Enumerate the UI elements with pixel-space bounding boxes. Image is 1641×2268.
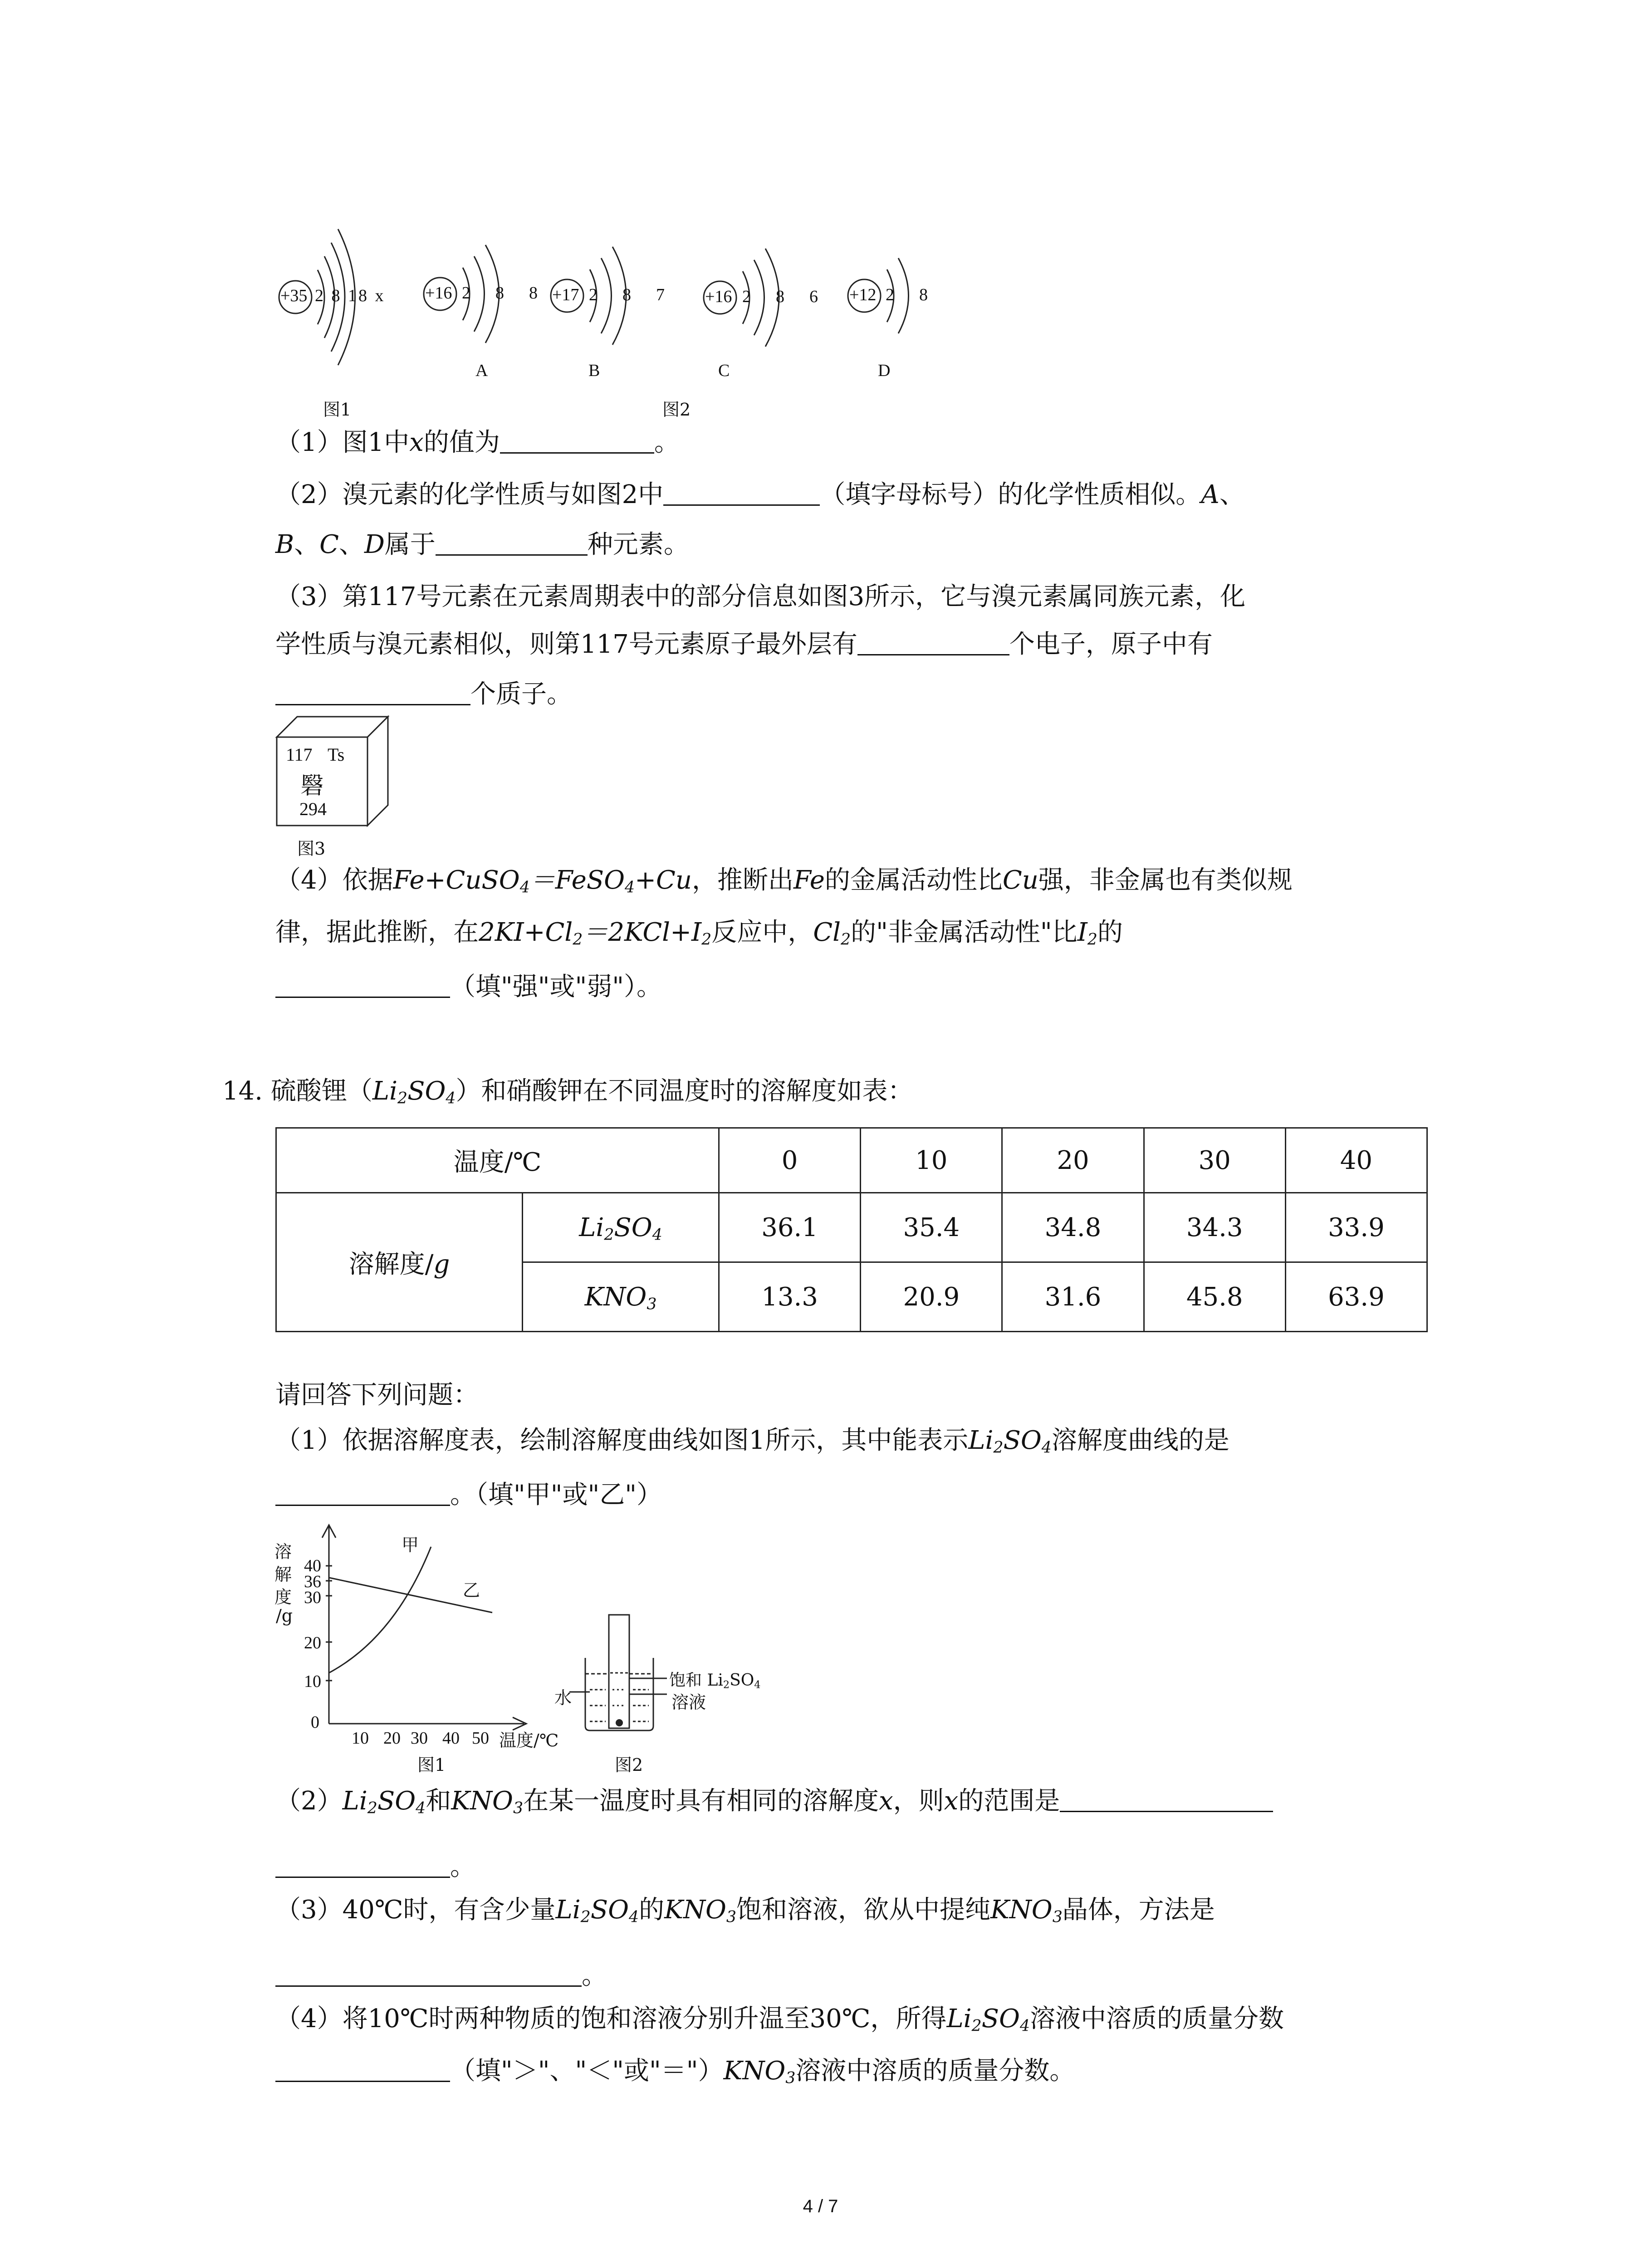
atom-b-nucleus: +17 — [552, 285, 579, 304]
q13-part3-line1: （3）第117号元素在元素周期表中的部分信息如图3所示，它与溴元素属同族元素，化 — [275, 582, 1246, 611]
beaker-saturated-label: 饱和 $Li_2SO_4$ — [669, 1671, 761, 1691]
answer-blank-2[interactable] — [663, 481, 820, 506]
atom-b-shells: 2 8 7 — [589, 285, 670, 304]
solubility-table — [275, 1127, 1428, 1332]
table-cell: 35.4 — [861, 1193, 1002, 1262]
answer-blank-10[interactable] — [275, 1962, 582, 1987]
table-cell: 20.9 — [861, 1262, 1002, 1332]
table-cell: 13.3 — [719, 1262, 861, 1332]
temp-cell: 30 — [1144, 1128, 1285, 1193]
answer-blank-11[interactable] — [275, 2057, 450, 2082]
q14-ask: 请回答下列问题： — [275, 1380, 479, 1410]
ytick-40: 40 — [304, 1556, 321, 1575]
answer-blank-3[interactable] — [436, 531, 588, 556]
beaker-solution-label: 溶液 — [671, 1692, 706, 1712]
page-number: 4 / 7 — [803, 2196, 838, 2216]
q13-part1: （1）图1中x的值为 。 — [275, 428, 680, 457]
answer-blank-1[interactable] — [500, 429, 654, 454]
graph-fig2-caption: 图2 — [615, 1755, 643, 1775]
atom-c-letter: C — [718, 361, 730, 380]
temp-cell: 0 — [719, 1128, 861, 1193]
q14-part3-line1: （3）40℃时，有含少量$Li_2SO_4$的$KNO_3$饱和溶液，欲从中提纯$KNO_3$晶体，方法是 — [275, 1895, 1215, 1926]
atom-a-nucleus: +16 — [425, 284, 452, 303]
beaker-water-label: 水 — [554, 1688, 572, 1708]
xtick-40: 40 — [442, 1729, 460, 1748]
q14-part4-line1: （4）将10℃时两种物质的饱和溶液分别升温至30℃，所得$Li_2SO_4$溶液中溶质的质量分数 — [275, 2004, 1284, 2035]
ytick-0: 0 — [311, 1713, 319, 1732]
table-cell: 63.9 — [1285, 1262, 1427, 1332]
table-cell: 33.9 — [1285, 1193, 1427, 1262]
table-cell: 36.1 — [719, 1193, 861, 1262]
atom-a-shells: 2 8 8 — [462, 284, 543, 303]
q14-part1-line2: 。（填"甲"或"乙"） — [275, 1479, 662, 1511]
table-header-label: 温度/℃ — [276, 1128, 719, 1193]
xtick-20: 20 — [383, 1729, 401, 1748]
graph-xlabel: 温度/℃ — [499, 1730, 559, 1750]
curve-yi-label: 乙 — [463, 1580, 480, 1600]
li2so4-label: $Li_2SO_4$ — [523, 1193, 719, 1262]
element-mass: 294 — [299, 799, 327, 819]
atom-d-shells: 2 8 — [886, 285, 933, 304]
ytick-30: 30 — [304, 1588, 321, 1607]
curve-jia-label: 甲 — [402, 1535, 419, 1555]
ytick-20: 20 — [304, 1633, 321, 1652]
table-cell: 34.3 — [1144, 1193, 1285, 1262]
graph-fig1-caption: 图1 — [417, 1755, 446, 1775]
q14-part2-line1: $(2)Li_2SO_4$和$KNO_3$在某一温度时具有相同的溶解度x，则x的范围是 — [275, 1785, 1273, 1818]
table-row — [276, 1193, 1427, 1262]
table-row — [276, 1128, 1427, 1193]
ytick-10: 10 — [304, 1672, 321, 1691]
table-cell: 45.8 — [1144, 1262, 1285, 1332]
answer-blank-5[interactable] — [275, 680, 470, 705]
answer-blank-8[interactable] — [1060, 1787, 1273, 1812]
xtick-50: 50 — [472, 1729, 489, 1748]
q13-part4-line3: （填"强"或"弱"）。 — [275, 971, 662, 1003]
atom-c-shells: 2 8 6 — [742, 287, 823, 306]
atom-d-nucleus: +12 — [849, 285, 877, 304]
graph-ylabel-4: /g — [276, 1606, 293, 1626]
q13-part4-line1: （4）依据Fe+CuSO$_4$＝FeSO$_4$+Cu，推断出Fe的金属活动性比Cu强，非金属也有类似规 — [275, 865, 1293, 897]
graph-ylabel-3: 度 — [274, 1587, 292, 1607]
element-name: 䃜 — [300, 772, 324, 800]
xtick-10: 10 — [352, 1729, 369, 1748]
q14-part2-line2: 。 — [275, 1851, 475, 1883]
answer-blank-6[interactable] — [275, 973, 450, 998]
atom-a-letter: A — [475, 361, 488, 380]
table-cell: 31.6 — [1002, 1262, 1144, 1332]
answer-blank-7[interactable] — [275, 1481, 450, 1506]
fig1-nucleus: +35 — [280, 286, 308, 305]
temp-cell: 40 — [1285, 1128, 1427, 1193]
graph-ylabel-2: 解 — [274, 1564, 292, 1584]
kno3-label: $KNO_3$ — [523, 1262, 719, 1332]
xtick-30: 30 — [411, 1729, 428, 1748]
q14-part3-line2: 。 — [275, 1960, 607, 1992]
table-cell: 34.8 — [1002, 1193, 1144, 1262]
fig3-caption: 图3 — [297, 839, 326, 859]
q14-part4-line2: （填"＞"、"＜"或"$=")KNO_3$溶液中溶质的质量分数。 — [275, 2055, 1075, 2087]
solubility-label: 溶解度/g — [276, 1193, 523, 1332]
graph-ylabel-1: 溶 — [274, 1542, 292, 1562]
answer-blank-9[interactable] — [275, 1853, 450, 1878]
ytick-36: 36 — [304, 1572, 321, 1591]
element-cube — [274, 714, 392, 832]
atom-d-letter: D — [878, 361, 891, 380]
fig1-caption: 图1 — [323, 400, 352, 420]
atom-b-letter: B — [588, 361, 600, 380]
element-number: 117 — [286, 744, 313, 765]
q13-part2-line2: B、C、D属于 种元素。 — [275, 530, 689, 559]
q13-part3-line3: 个质子。 — [275, 678, 572, 711]
temp-cell: 10 — [861, 1128, 1002, 1193]
q13-part2-line1: （2）溴元素的化学性质与如图2中 （填字母标号）的化学性质相似。A、 — [275, 480, 1245, 509]
fig2-caption: 图2 — [662, 400, 691, 420]
atom-structure-figures — [268, 209, 975, 422]
q14-intro: 14. 硫酸锂$(Li_2SO_4)$和硝酸钾在不同温度时的溶解度如表： — [222, 1076, 913, 1108]
q13-part4-line2: 律，据此推断，在$2KI+Cl_2=2KCl+I_2$反应中，$Cl_2$的"非金属活动性"比$I_2$的 — [275, 918, 1123, 949]
atom-c-nucleus: +16 — [705, 287, 732, 306]
q13-part3-line2: 学性质与溴元素相似，则第117号元素原子最外层有 个电子，原子中有 — [275, 630, 1213, 659]
temp-cell: 20 — [1002, 1128, 1144, 1193]
answer-blank-4[interactable] — [857, 631, 1009, 655]
q14-part1-line1: （1）依据溶解度表，绘制溶解度曲线如图1所示，其中能表示$Li_2SO_4$溶解度曲线的是 — [275, 1426, 1230, 1457]
element-symbol: Ts — [328, 744, 345, 765]
fig1-shells: 2 8 18 x — [315, 286, 386, 305]
